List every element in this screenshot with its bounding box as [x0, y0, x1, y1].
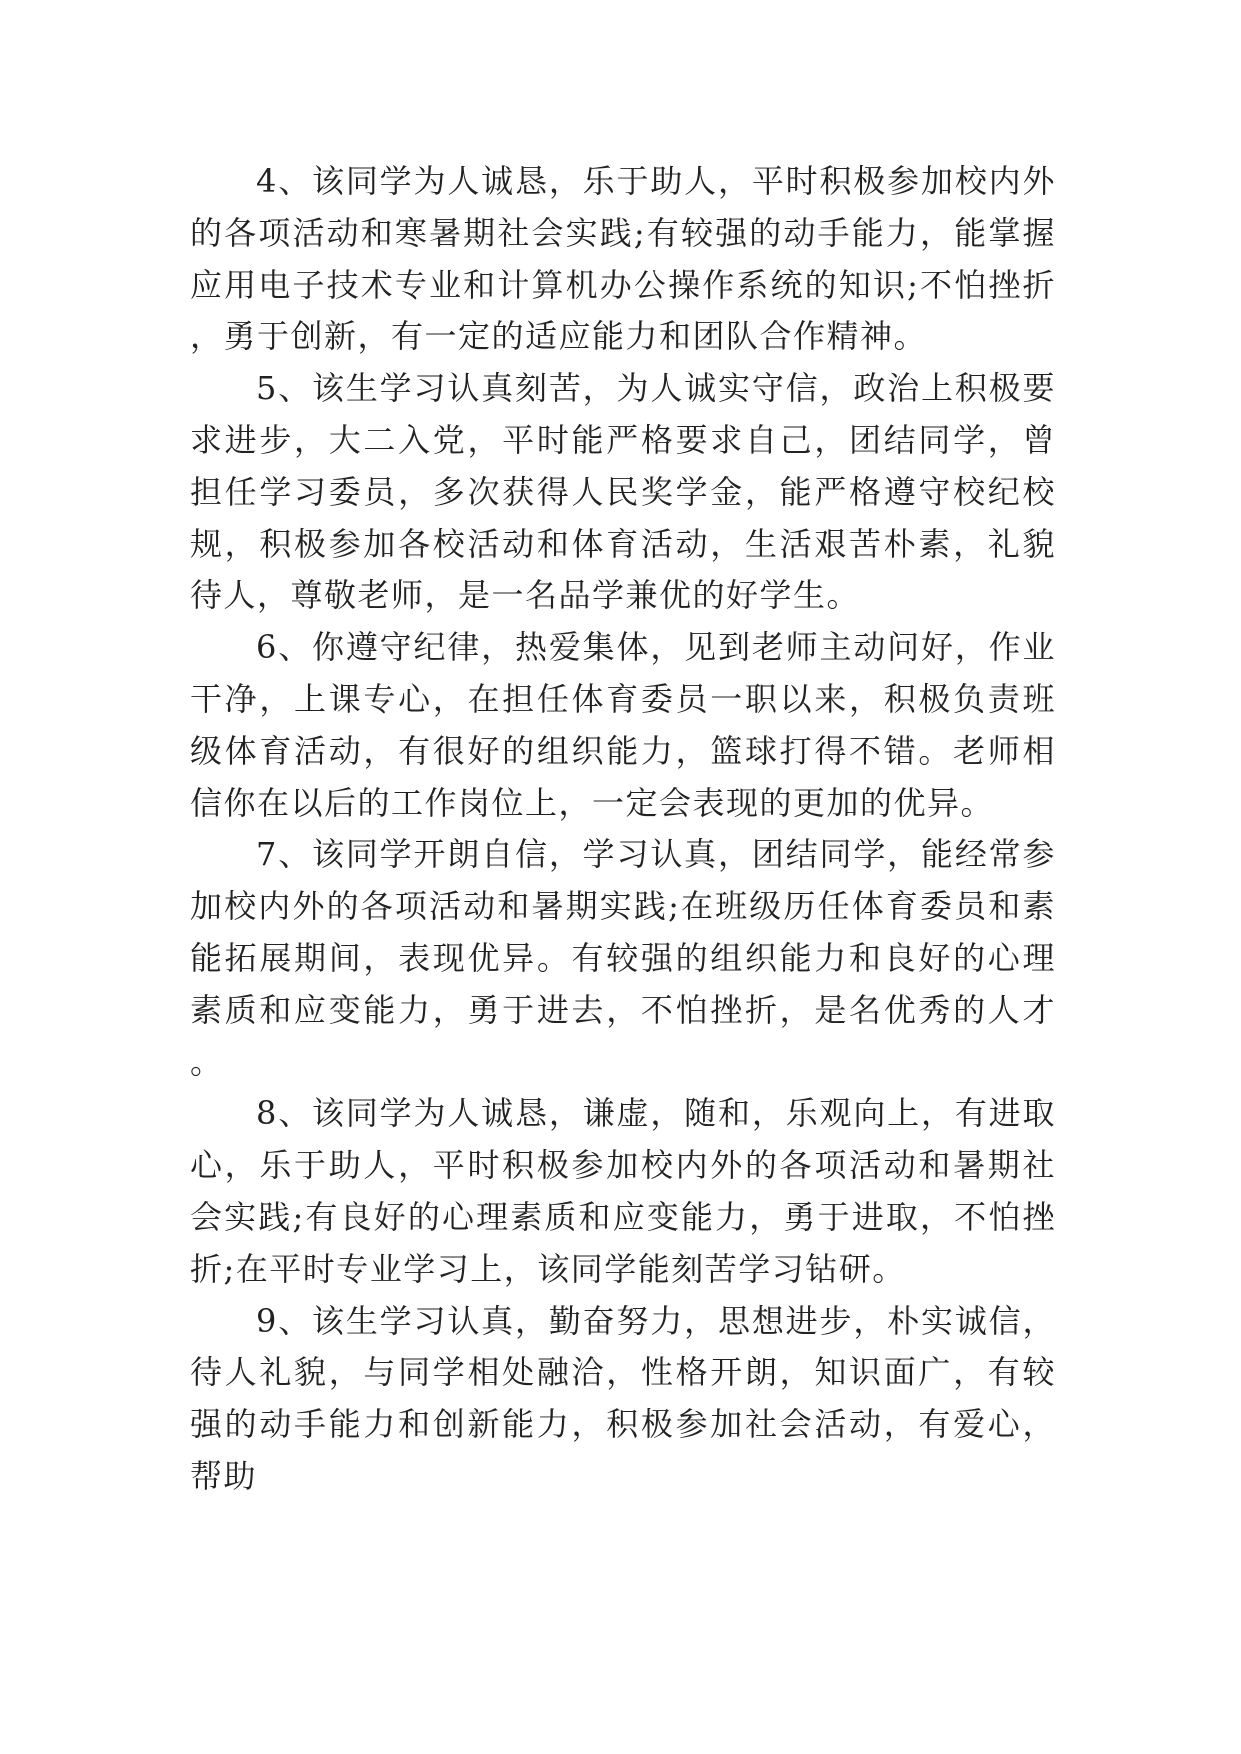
- paragraph-9: 9、该生学习认真，勤奋努力，思想进步，朴实诚信，待人礼貌，与同学相处融洽，性格开朗，知识面广，有较强的动手能力和创新能力，积极参加社会活动，有爱心，帮助: [190, 1301, 1056, 1495]
- paragraph-5: 5、该生学习认真刻苦，为人诚实守信，政治上积极要求进步，大二入党，平时能严格要求自己，团结同学，曾担任学习委员，多次获得人民奖学金，能严格遵守校纪校规，积极参加各校活动和体育活动，生活艰苦朴素，礼貌待人，尊敬老师，是一名品学兼优的好学生。: [190, 369, 1056, 615]
- paragraph-7: 7、该同学开朗自信，学习认真，团结同学，能经常参加校内外的各项活动和暑期实践;在班级历任体育委员和素能拓展期间，表现优异。有较强的组织能力和良好的心理素质和应变能力，勇于进去，不怕挫折，是名优秀的人才。: [190, 835, 1056, 1081]
- document-body: [190, 156, 1056, 1503]
- paragraph-6: 6、你遵守纪律，热爱集体，见到老师主动问好，作业干净，上课专心，在担任体育委员一职以来，积极负责班级体育活动，有很好的组织能力，篮球打得不错。老师相信你在以后的工作岗位上，一定会表现的更加的优异。: [190, 628, 1056, 822]
- paragraph-4: 4、该同学为人诚恳，乐于助人，平时积极参加校内外的各项活动和寒暑期社会实践;有较强的动手能力，能掌握应用电子技术专业和计算机办公操作系统的知识;不怕挫折，勇于创新，有一定的适应能力和团队合作精神。: [190, 162, 1056, 356]
- paragraph-8: 8、该同学为人诚恳，谦虚，随和，乐观向上，有进取心，乐于助人，平时积极参加校内外的各项活动和暑期社会实践;有良好的心理素质和应变能力，勇于进取，不怕挫折;在平时专业学习上，该同学能刻苦学习钻研。: [190, 1094, 1056, 1288]
